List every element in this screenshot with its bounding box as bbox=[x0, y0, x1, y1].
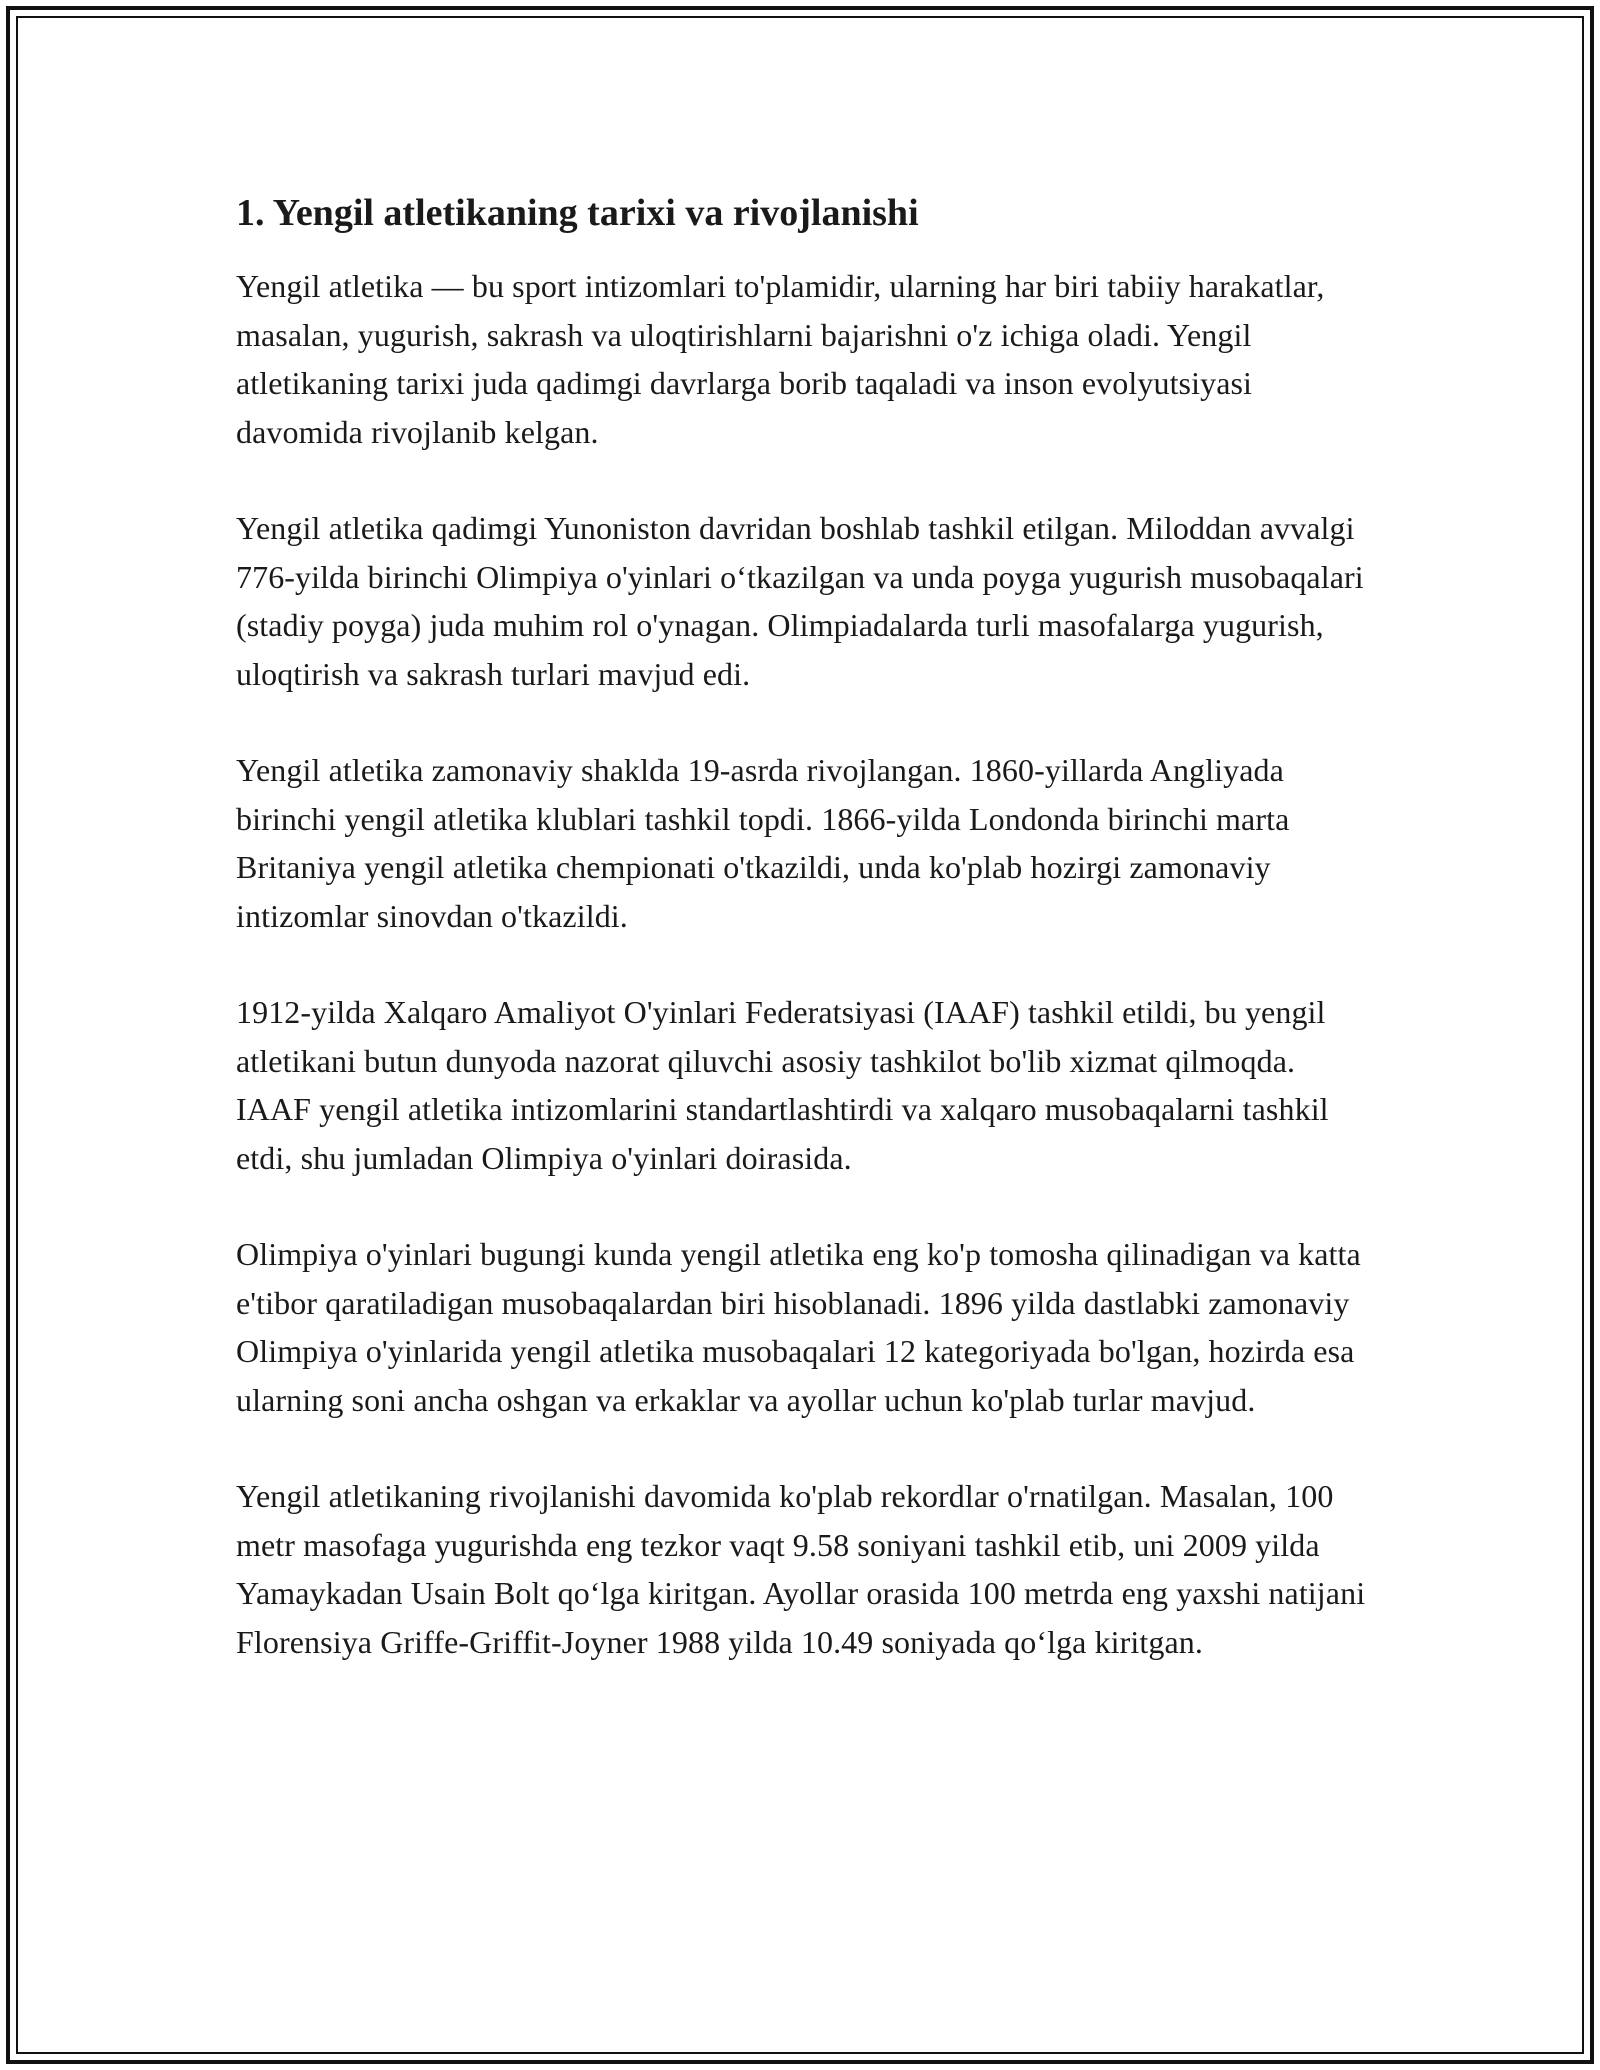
paragraph-olympics: Olimpiya o'yinlari bugungi kunda yengil atletika eng ko'p tomosha qilinadigan va katta e'tibor qaratiladigan musobaqalardan biri hisoblanadi. 1896 yilda dastlabki zamonaviy Olimpiya o'yinlarida yengil atletika musobaqalari 12 kategoriyada bo'lgan, hozirda esa ularning soni ancha oshgan va erkaklar va ayollar uchun ko'plab turlar mavjud. bbox=[236, 1236, 1361, 1418]
document-body bbox=[236, 186, 1376, 1714]
section-heading: 1. Yengil atletikaning tarixi va rivojlanishi bbox=[236, 192, 919, 234]
paragraph-ancient-greece: Yengil atletika qadimgi Yunoniston davridan boshlab tashkil etilgan. Miloddan avvalgi 776-yilda birinchi Olimpiya o'yinlari o‘tkazilgan va unda poyga yugurish musobaqalari (stadiy poyga) juda muhim rol o'ynagan. Olimpiadalarda turli masofalarga yugurish, uloqtirish va sakrash turlari mavjud edi. bbox=[236, 510, 1364, 692]
paragraph-records: Yengil atletikaning rivojlanishi davomida ko'plab rekordlar o'rnatilgan. Masalan, 100 metr masofaga yugurishda eng tezkor vaqt 9.58 soniyani tashkil etib, uni 2009 yilda Yamaykadan Usain Bolt qo‘lga kiritgan. Ayollar orasida 100 metrda eng yaxshi natijani Florensiya Griffe-Griffit-Joyner 1988 yilda 10.49 soniyada qo‘lga kiritgan. bbox=[236, 1478, 1366, 1660]
paragraph-intro: Yengil atletika — bu sport intizomlari to'plamidir, ularning har biri tabiiy harakatlar, masalan, yugurish, sakrash va uloqtirishlarni bajarishni o'z ichiga oladi. Yengil atletikaning tarixi juda qadimgi davrlarga borib taqaladi va inson evolyutsiyasi davomida rivojlanib kelgan. bbox=[236, 268, 1325, 450]
paragraph-19th-century: Yengil atletika zamonaviy shaklda 19-asrda rivojlangan. 1860-yillarda Angliyada birinchi yengil atletika klublari tashkil topdi. 1866-yilda Londonda birinchi marta Britaniya yengil atletika chempionati o'tkazildi, unda ko'plab hozirgi zamonaviy intizomlar sinovdan o'tkazildi. bbox=[236, 752, 1290, 934]
paragraph-iaaf: 1912-yilda Xalqaro Amaliyot O'yinlari Federatsiyasi (IAAF) tashkil etildi, bu yengil atletikani butun dunyoda nazorat qiluvchi asosiy tashkilot bo'lib xizmat qilmoqda. IAAF yengil atletika intizomlarini standartlashtirdi va xalqaro musobaqalarni tashkil etdi, shu jumladan Olimpiya o'yinlari doirasida. bbox=[236, 994, 1329, 1176]
